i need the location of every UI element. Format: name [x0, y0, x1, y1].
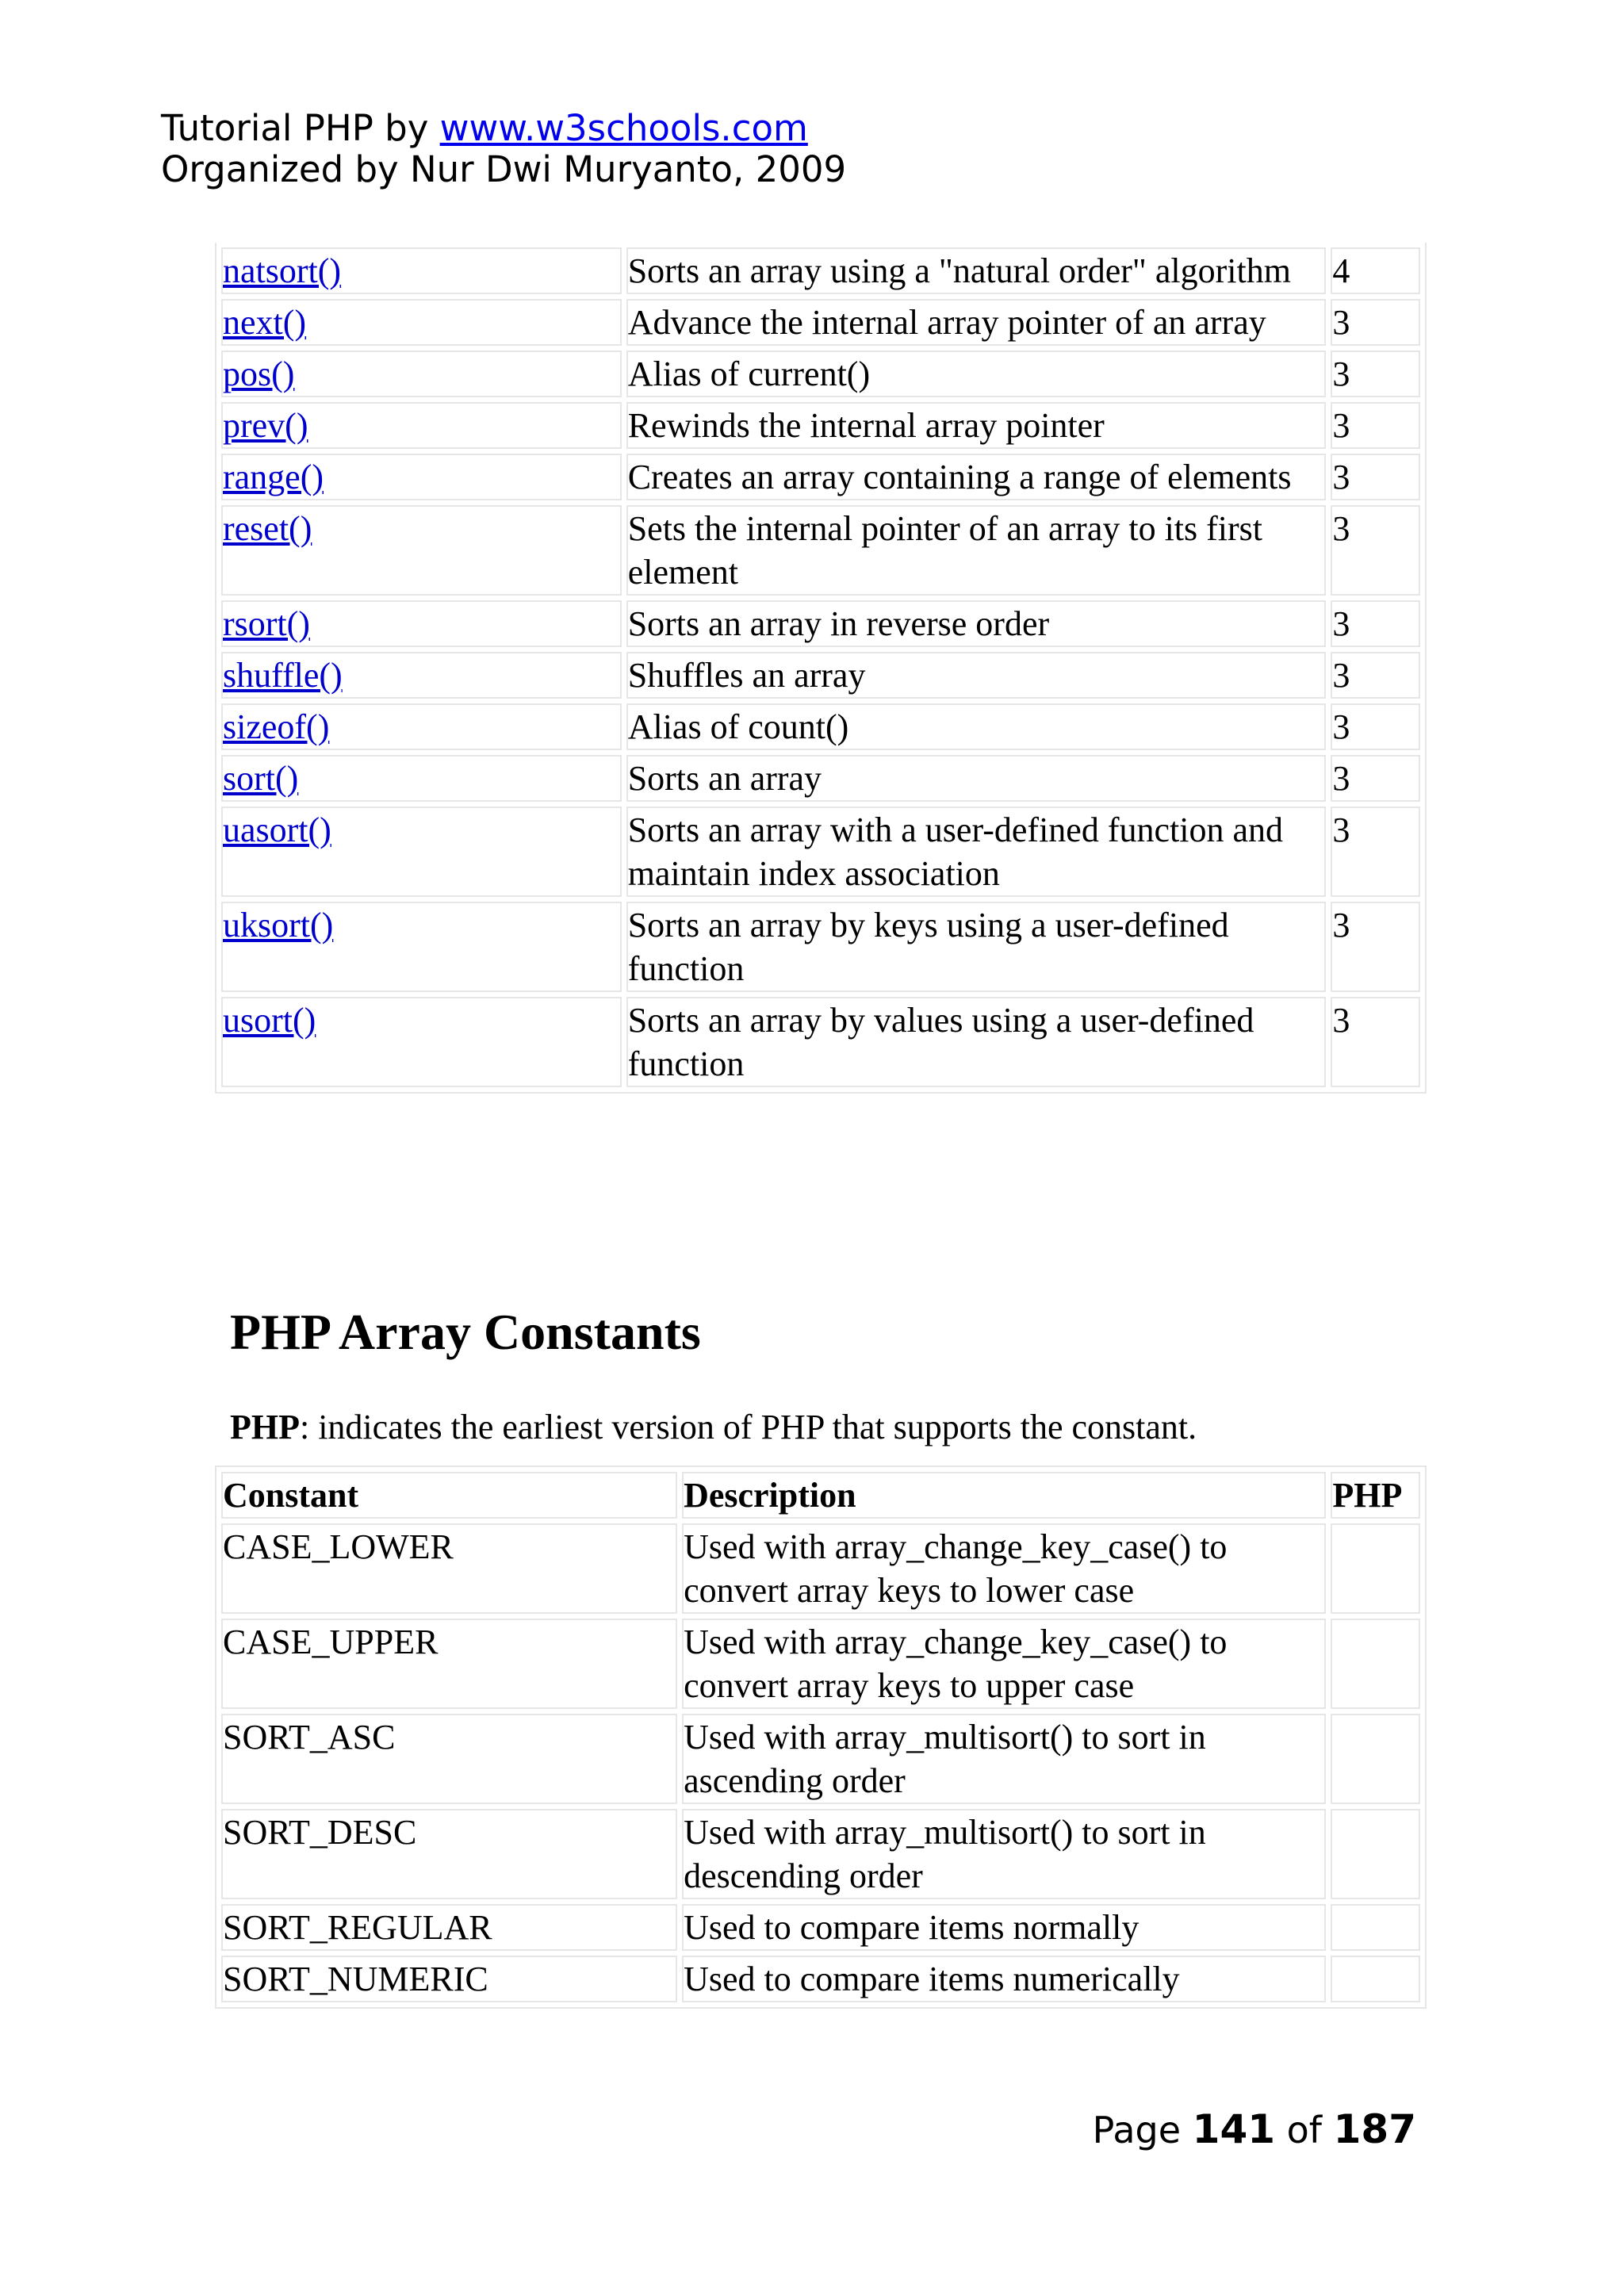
- function-description: Sorts an array by values using a user-defined function: [626, 997, 1327, 1087]
- function-link[interactable]: shuffle(): [223, 656, 343, 695]
- constant-name: SORT_NUMERIC: [221, 1956, 677, 2002]
- page-label: Page: [1092, 2109, 1182, 2151]
- intro-bold: PHP: [230, 1408, 300, 1446]
- constant-row: [221, 1619, 1420, 1709]
- function-description: Sorts an array in reverse order: [626, 600, 1327, 647]
- function-description: Alias of current(): [626, 351, 1327, 397]
- header-description: Description: [682, 1472, 1326, 1519]
- function-name-cell: [221, 600, 622, 647]
- function-php-version: 3: [1331, 807, 1420, 897]
- constant-php-version: [1331, 1523, 1420, 1614]
- function-php-version: 3: [1331, 351, 1420, 397]
- function-row: [221, 402, 1420, 449]
- of-label: of: [1286, 2109, 1322, 2151]
- page-header: [161, 108, 846, 190]
- function-description: Advance the internal array pointer of an array: [626, 299, 1327, 346]
- function-row: [221, 454, 1420, 500]
- header-prefix: Tutorial PHP by: [161, 107, 440, 149]
- function-name-cell: [221, 703, 622, 750]
- constant-row: [221, 1523, 1420, 1614]
- function-link[interactable]: reset(): [223, 509, 312, 548]
- function-name-cell: [221, 454, 622, 500]
- page-footer: [1093, 2107, 1416, 2152]
- current-page: 141: [1192, 2106, 1276, 2152]
- function-name-cell: [221, 807, 622, 897]
- constant-row: [221, 1904, 1420, 1951]
- constant-description: Used to compare items numerically: [682, 1956, 1326, 2002]
- function-row: [221, 902, 1420, 992]
- function-php-version: 3: [1331, 997, 1420, 1087]
- table-header-row: [221, 1472, 1420, 1519]
- array-functions-table: [215, 243, 1427, 1094]
- constant-description: Used to compare items normally: [682, 1904, 1326, 1951]
- constant-description: Used with array_change_key_case() to convert array keys to upper case: [682, 1619, 1326, 1709]
- function-link[interactable]: uasort(): [223, 810, 331, 849]
- function-row: [221, 997, 1420, 1087]
- function-row: [221, 351, 1420, 397]
- constant-row: [221, 1956, 1420, 2002]
- function-link[interactable]: sort(): [223, 759, 299, 798]
- constant-name: SORT_ASC: [221, 1714, 677, 1804]
- constant-name: CASE_LOWER: [221, 1523, 677, 1614]
- function-php-version: 3: [1331, 902, 1420, 992]
- function-row: [221, 505, 1420, 596]
- constant-name: SORT_REGULAR: [221, 1904, 677, 1951]
- function-description: Alias of count(): [626, 703, 1327, 750]
- header-line-2: Organized by Nur Dwi Muryanto, 2009: [161, 148, 847, 190]
- function-php-version: 3: [1331, 402, 1420, 449]
- function-row: [221, 600, 1420, 647]
- function-link[interactable]: natsort(): [223, 251, 342, 290]
- header-constant: Constant: [221, 1472, 677, 1519]
- function-name-cell: [221, 299, 622, 346]
- function-php-version: 3: [1331, 299, 1420, 346]
- constants-table-body: [221, 1523, 1420, 2002]
- constant-description: Used with array_multisort() to sort in descending order: [682, 1809, 1326, 1899]
- constant-php-version: [1331, 1956, 1420, 2002]
- function-link[interactable]: uksort(): [223, 906, 334, 944]
- function-php-version: 3: [1331, 755, 1420, 802]
- function-link[interactable]: pos(): [223, 354, 295, 393]
- constant-description: Used with array_multisort() to sort in ascending order: [682, 1714, 1326, 1804]
- function-description: Rewinds the internal array pointer: [626, 402, 1327, 449]
- function-description: Sorts an array using a "natural order" algorithm: [626, 247, 1327, 294]
- function-php-version: 3: [1331, 703, 1420, 750]
- function-name-cell: [221, 902, 622, 992]
- function-description: Sets the internal pointer of an array to its first element: [626, 505, 1327, 596]
- function-link[interactable]: usort(): [223, 1001, 316, 1040]
- function-name-cell: [221, 652, 622, 699]
- function-description: Sorts an array: [626, 755, 1327, 802]
- header-line-1: [161, 108, 846, 149]
- function-name-cell: [221, 402, 622, 449]
- function-description: Sorts an array with a user-defined function and maintain index association: [626, 807, 1327, 897]
- total-pages: 187: [1333, 2106, 1416, 2152]
- constant-row: [221, 1714, 1420, 1804]
- w3schools-link[interactable]: www.w3schools.com: [439, 107, 808, 149]
- array-constants-table: [215, 1466, 1427, 2009]
- function-php-version: 3: [1331, 454, 1420, 500]
- function-name-cell: [221, 997, 622, 1087]
- functions-table-body: [221, 247, 1420, 1087]
- function-php-version: 3: [1331, 652, 1420, 699]
- header-php: PHP: [1331, 1472, 1420, 1519]
- function-link[interactable]: rsort(): [223, 604, 310, 643]
- function-link[interactable]: next(): [223, 303, 307, 342]
- constant-php-version: [1331, 1619, 1420, 1709]
- function-description: Shuffles an array: [626, 652, 1327, 699]
- function-description: Sorts an array by keys using a user-defined function: [626, 902, 1327, 992]
- function-name-cell: [221, 351, 622, 397]
- function-link[interactable]: prev(): [223, 406, 308, 445]
- function-row: [221, 755, 1420, 802]
- intro-text: : indicates the earliest version of PHP that supports the constant.: [299, 1408, 1197, 1446]
- function-php-version: 4: [1331, 247, 1420, 294]
- function-name-cell: [221, 505, 622, 596]
- constant-php-version: [1331, 1714, 1420, 1804]
- function-description: Creates an array containing a range of elements: [626, 454, 1327, 500]
- function-row: [221, 807, 1420, 897]
- function-name-cell: [221, 247, 622, 294]
- function-php-version: 3: [1331, 600, 1420, 647]
- function-row: [221, 247, 1420, 294]
- constant-name: CASE_UPPER: [221, 1619, 677, 1709]
- constant-description: Used with array_change_key_case() to convert array keys to lower case: [682, 1523, 1326, 1614]
- function-row: [221, 299, 1420, 346]
- constant-php-version: [1331, 1904, 1420, 1951]
- function-row: [221, 652, 1420, 699]
- section-intro: [230, 1405, 1197, 1449]
- function-name-cell: [221, 755, 622, 802]
- constant-row: [221, 1809, 1420, 1899]
- constant-name: SORT_DESC: [221, 1809, 677, 1899]
- constant-php-version: [1331, 1809, 1420, 1899]
- function-link[interactable]: range(): [223, 458, 324, 496]
- function-link[interactable]: sizeof(): [223, 707, 330, 746]
- section-title: PHP Array Constants: [230, 1304, 701, 1360]
- function-row: [221, 703, 1420, 750]
- function-php-version: 3: [1331, 505, 1420, 596]
